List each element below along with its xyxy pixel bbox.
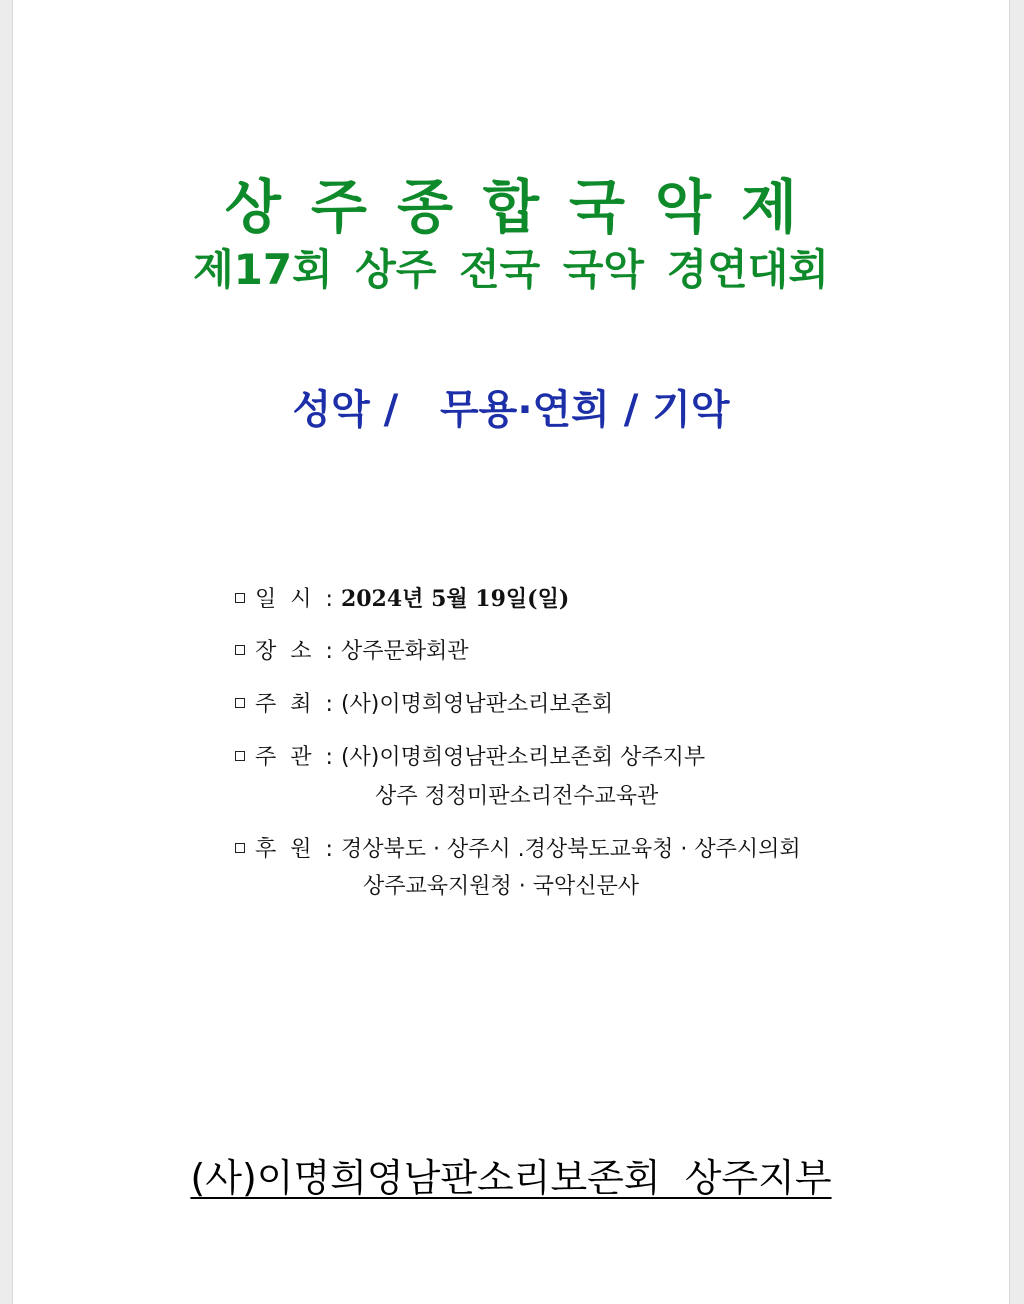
info-label: 장소 <box>255 639 326 664</box>
square-bullet-icon <box>235 593 245 603</box>
square-bullet-icon <box>235 698 245 708</box>
competition-categories: 성악 / 무용·연희 / 기악 <box>292 387 730 433</box>
info-value-sponsor: 경상북도 · 상주시 .경상북도교육청 · 상주시의회 <box>340 837 801 862</box>
square-bullet-icon <box>235 843 245 853</box>
info-value-sponsor-2: 상주교육지원청 · 국악신문사 <box>363 874 640 899</box>
info-row-organizer: 주관: (사)이명희영남판소리보존회 상주지부 <box>235 737 801 779</box>
info-value-host: (사)이명희영남판소리보존회 <box>340 692 614 717</box>
info-row-organizer-cont <box>235 779 801 829</box>
info-label: 주최 <box>255 692 326 717</box>
event-info <box>235 578 801 919</box>
info-row-sponsor-cont <box>235 869 801 919</box>
info-row-venue: 장소: 상주문화회관 <box>235 631 801 684</box>
organization-footer <box>13 1148 1009 1208</box>
info-value-date: 2024년 5월 19일(일) <box>340 586 570 612</box>
document-page <box>12 0 1010 1304</box>
info-label: 일시 <box>255 587 326 612</box>
info-label: 주관 <box>255 745 326 770</box>
square-bullet-icon <box>235 645 245 655</box>
square-bullet-icon <box>235 751 245 761</box>
info-row-host: 주최: (사)이명희영남판소리보존회 <box>235 684 801 737</box>
info-value-organizer: (사)이명희영남판소리보존회 상주지부 <box>340 745 706 770</box>
info-row-sponsor: 후원: 경상북도 · 상주시 .경상북도교육청 · 상주시의회 <box>235 829 801 869</box>
event-subtitle: 제17회 상주 전국 국악 경연대회 <box>193 245 829 294</box>
info-row-date: 일시: 2024년 5월 19일(일) <box>235 578 801 631</box>
info-label: 후원 <box>255 837 326 862</box>
info-value-venue: 상주문화회관 <box>340 639 469 664</box>
info-value-organizer-2: 상주 정정미판소리전수교육관 <box>375 784 659 809</box>
event-title: 상주종합국악제 <box>224 173 828 241</box>
organization-name: (사)이명희영남판소리보존회 상주지부 <box>190 1156 832 1200</box>
